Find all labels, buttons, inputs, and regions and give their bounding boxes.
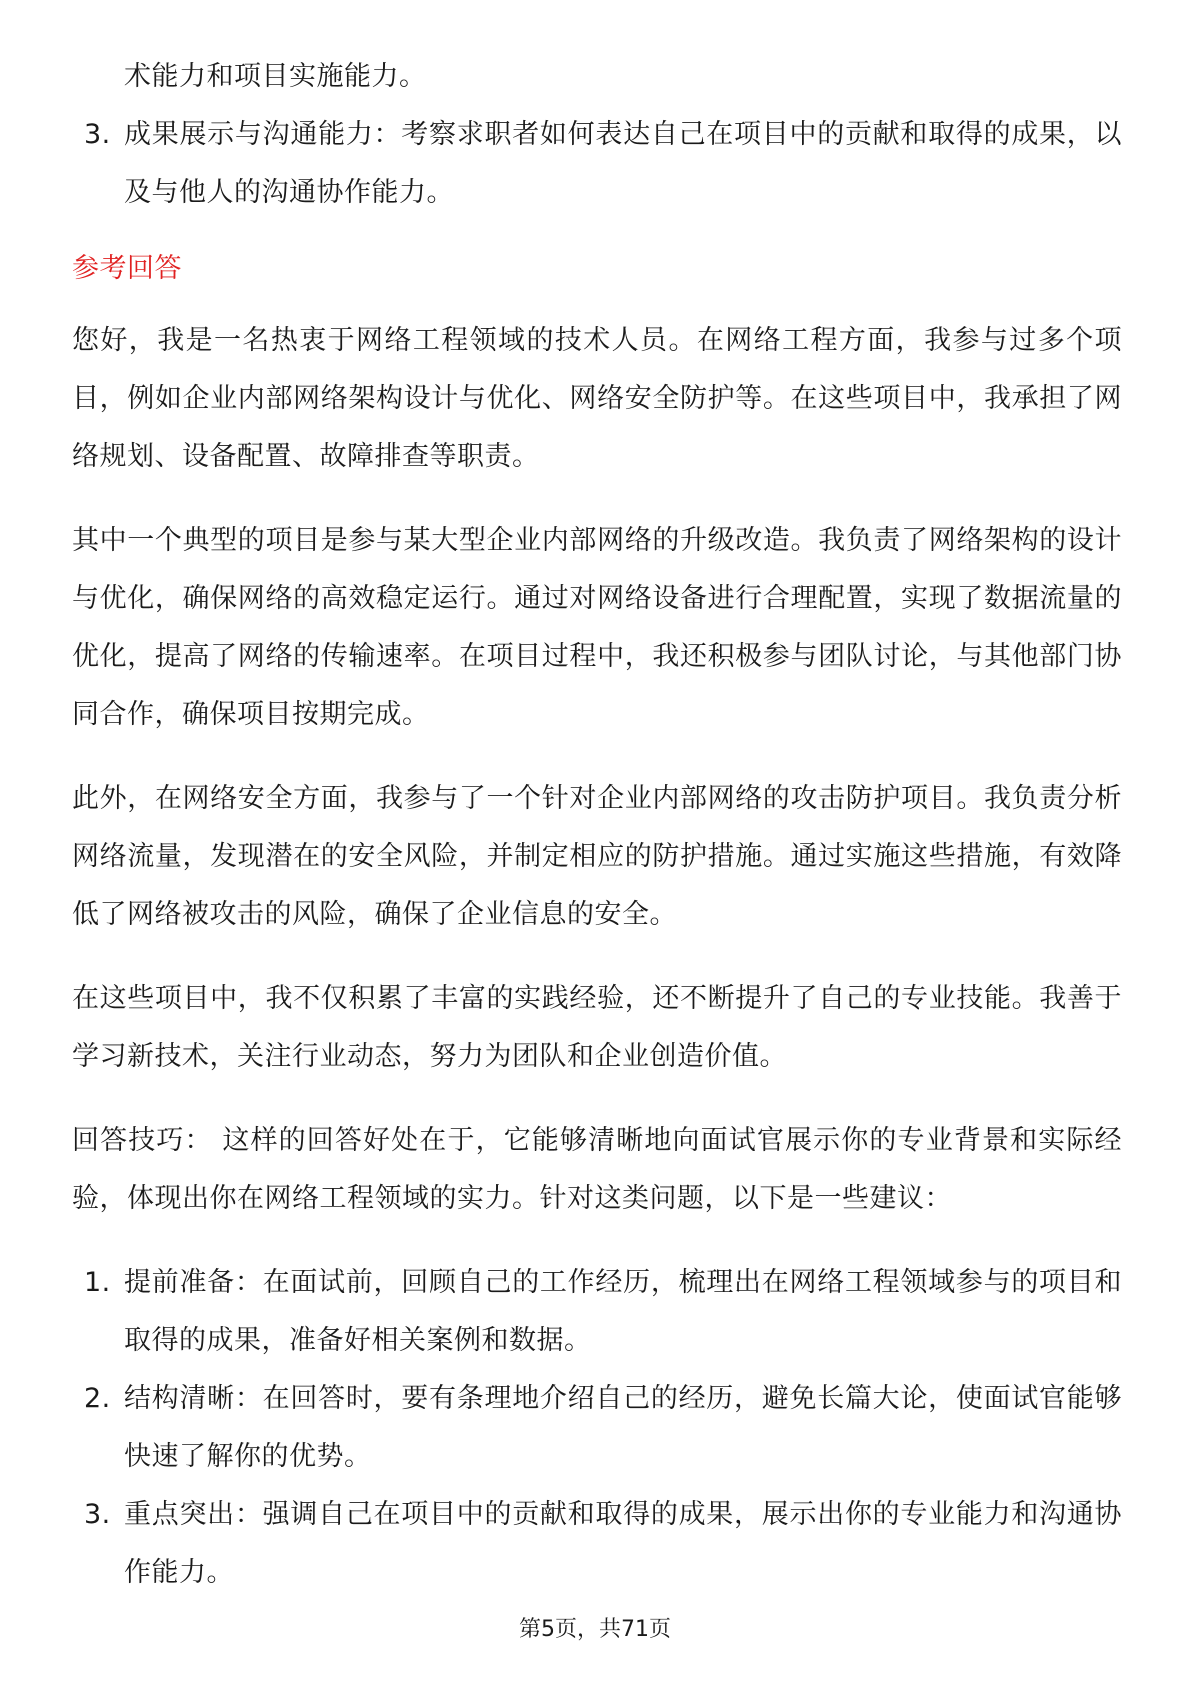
list-number: 3.	[84, 1499, 111, 1530]
list-item	[72, 1370, 1122, 1486]
list-text: 结构清晰：在回答时，要有条理地介绍自己的经历，避免长篇大论，使面试官能够快速了解你的优势。	[124, 1383, 1122, 1472]
tips-list	[72, 1254, 1122, 1602]
list-item	[72, 1254, 1122, 1370]
paragraph: 在这些项目中，我不仅积累了丰富的实践经验，还不断提升了自己的专业技能。我善于学习新技术，关注行业动态，努力为团队和企业创造价值。	[72, 983, 1122, 1072]
page-footer: 第5页，共71页	[519, 1617, 671, 1642]
list-text: 提前准备：在面试前，回顾自己的工作经历，梳理出在网络工程领域参与的项目和取得的成果，准备好相关案例和数据。	[124, 1267, 1122, 1356]
page-content	[72, 48, 1122, 1602]
list-text: 重点突出：强调自己在项目中的贡献和取得的成果，展示出你的专业能力和沟通协作能力。	[124, 1499, 1122, 1588]
list-item	[72, 1486, 1122, 1602]
list-number: 2.	[84, 1383, 111, 1414]
list-number: 3.	[84, 119, 111, 150]
section-heading: 参考回答	[72, 253, 182, 284]
paragraph: 其中一个典型的项目是参与某大型企业内部网络的升级改造。我负责了网络架构的设计与优化，确保网络的高效稳定运行。通过对网络设备进行合理配置，实现了数据流量的优化，提高了网络的传输速率。在项目过程中，我还积极参与团队讨论，与其他部门协同合作，确保项目按期完成。	[72, 525, 1122, 730]
list-number: 1.	[84, 1267, 111, 1298]
paragraph: 您好，我是一名热衷于网络工程领域的技术人员。在网络工程方面，我参与过多个项目，例如企业内部网络架构设计与优化、网络安全防护等。在这些项目中，我承担了网络规划、设备配置、故障排查等职责。	[72, 325, 1122, 472]
evaluation-list	[72, 106, 1122, 222]
list-item	[72, 106, 1122, 222]
list-text: 成果展示与沟通能力：考察求职者如何表达自己在项目中的贡献和取得的成果，以及与他人的沟通协作能力。	[124, 119, 1122, 208]
continuation-text: 术能力和项目实施能力。	[124, 61, 427, 92]
paragraph: 回答技巧： 这样的回答好处在于，它能够清晰地向面试官展示你的专业背景和实际经验，体现出你在网络工程领域的实力。针对这类问题，以下是一些建议：	[72, 1125, 1122, 1214]
paragraph: 此外，在网络安全方面，我参与了一个针对企业内部网络的攻击防护项目。我负责分析网络流量，发现潜在的安全风险，并制定相应的防护措施。通过实施这些措施，有效降低了网络被攻击的风险，确保了企业信息的安全。	[72, 783, 1122, 930]
